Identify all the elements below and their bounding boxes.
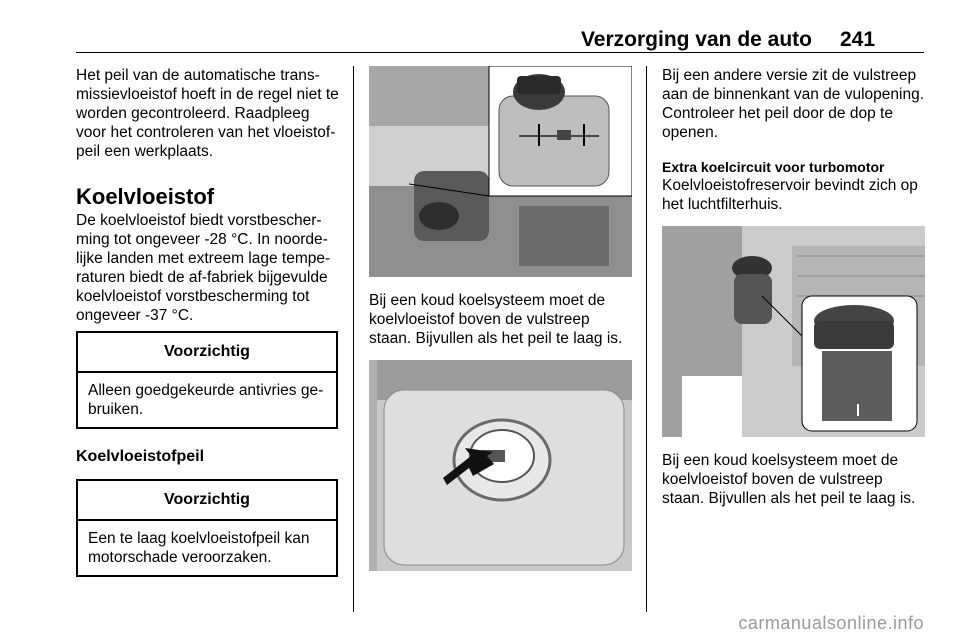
header-divider [76, 52, 924, 53]
left-column [76, 66, 340, 577]
caution-box-coolant-level [76, 479, 338, 577]
caution-title: Voorzichtig [78, 481, 336, 521]
figure-filler-neck-marker [369, 360, 632, 571]
figure-caption-coolant-level: Bij een koud koelsysteem moet de koelvloeistof boven de vulstreep staan. Bijvullen als het peil te laag is. [369, 292, 623, 347]
right-column [662, 66, 928, 508]
turbo-reservoir-paragraph: Koelvloeistofreservoir bevindt zich op het luchtfilterhuis. [662, 177, 918, 213]
caution-title: Voorzichtig [78, 333, 336, 373]
caution-text: Een te laag koelvloeistofpeil kan motorschade veroorzaken. [88, 530, 310, 566]
column-divider-right [646, 66, 647, 612]
caution-text: Alleen goedgekeurde antivries gebruiken. [88, 382, 324, 418]
caution-box-antifreeze [76, 331, 338, 429]
page-number: 241 [840, 28, 876, 51]
coolant-paragraph: De koelvloeistof biedt vorstbescherming tot ongeveer -28 °C. In noordelijke landen met extreem lage temperaturen biedt de af-fabriek bijgevulde koelvloeistof vorstbescherming tot ongeveer -37 °C. [76, 212, 331, 324]
figure-coolant-reservoir-engine-bay [369, 66, 632, 277]
middle-column [369, 66, 635, 571]
section-heading-coolant: Koelvloeistof [76, 184, 215, 209]
subheading-coolant-level: Koelvloeistofpeil [76, 448, 205, 465]
figure-turbo-coolant-reservoir [662, 226, 925, 437]
page-title: Verzorging van de auto [580, 28, 812, 51]
filler-neck-paragraph: Bij een andere versie zit de vulstreep aan de binnenkant van de vulopening. Controleer het peil door de dop te openen. [662, 67, 924, 141]
subheading-turbo-cooling-circuit: Extra koelcircuit voor turbomotor [662, 159, 885, 175]
column-divider-left [353, 66, 354, 612]
figure-caption-turbo-coolant-level: Bij een koud koelsysteem moet de koelvloeistof boven de vulstreep staan. Bijvullen als het peil te laag is. [662, 452, 916, 507]
transmission-fluid-paragraph: Het peil van de automatische transmissievloeistof hoeft in de regel niet te worden gecontroleerd. Raadpleeg voor het controleren van het vloeistofpeil een werkplaats. [76, 67, 339, 160]
watermark: carmanualsonline.info [738, 613, 924, 633]
